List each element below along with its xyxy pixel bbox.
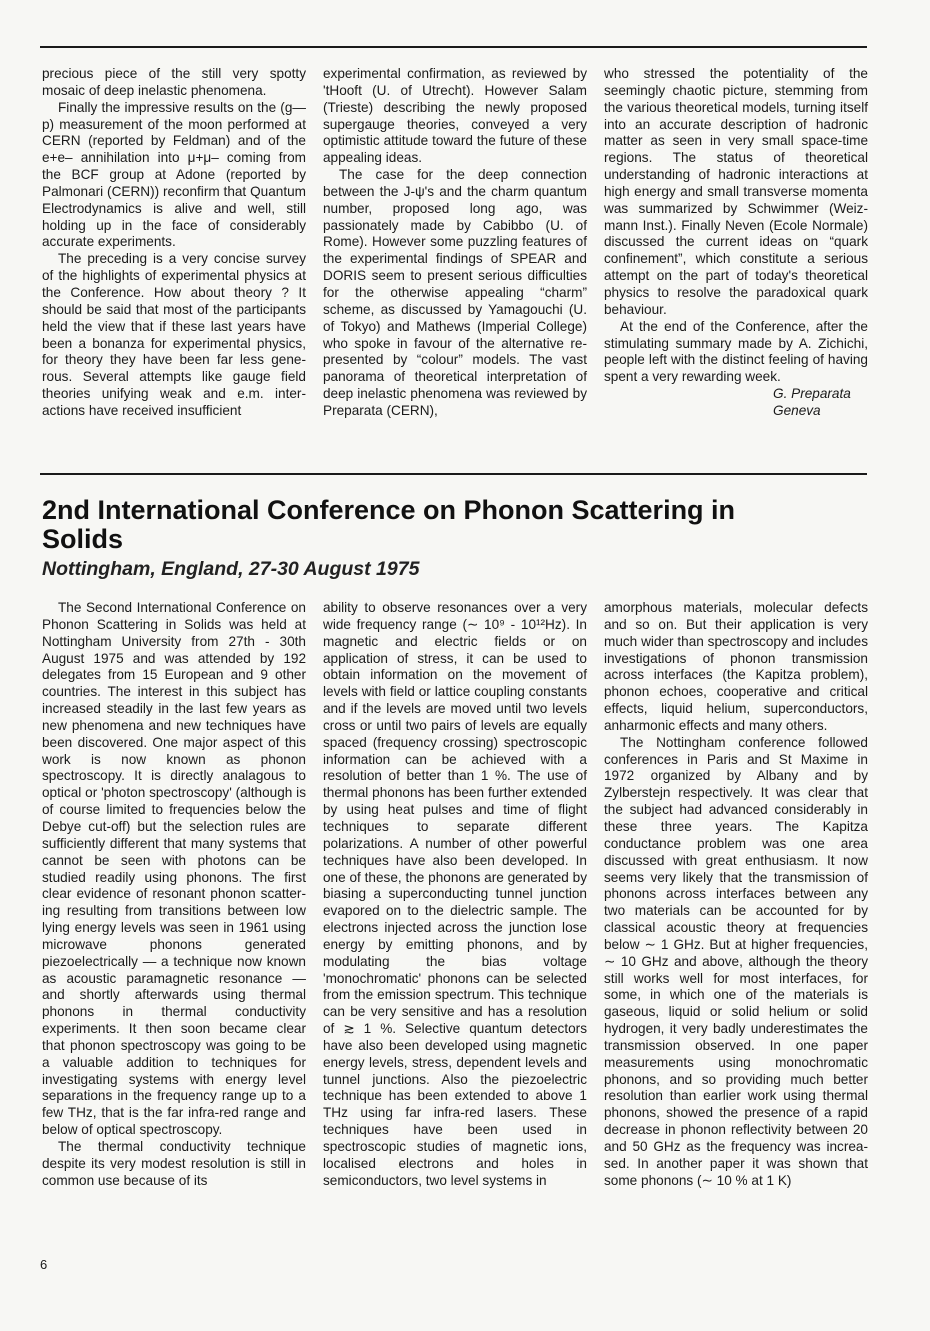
page-number: 6 bbox=[40, 1257, 48, 1272]
paragraph: ability to observe resonances over a very wide frequency range (∼ 10⁹ - 10¹²Hz). In magnetic and electric fields or on application of stress, it can be used to obtain information on the movement of levels with field or lattice coupling constants and if the levels are moved until two levels cross or until two pairs of levels are equally spaced (frequency crossing) spectroscopic information can be achieved with a resolution of better than 1 %. The use of thermal phonons has been further extended by using heat pulses and time of flight techniques to separate different polarizations. A number of other powerful techniques have also been developed. In one of these, the phonons are generated by biasing a superconducting tunnel junction evapored on to the dielectric sample. The electrons injected across the junction lose energy by emitting phonons, and by modulating the bias voltage 'monochromatic' phonons can be selected from the emission spectrum. This technique can be very sensitive and has a resolution of ≳ 1 %. Selective quantum detectors have also been developed using magnetic energy levels, stress, dependent levels and tunnel junctions. Also the piezoelectric technique has been extended to above 1 THz using far infra-red lasers. These techniques have been used in spectroscopic studies of magnetic ions, localised electrons and holes in semiconductors, two level systems in bbox=[323, 600, 587, 1188]
paragraph: The preceding is a very concise survey of the highlights of experimental physics at the Conference. How about theory ? It should be said that most of the participants held the view that if these last years have been a bonanza for experimental physics, for theory they have been far less generous. Several attempts like gauge field theories unifying weak and e.m. interactions have received insufficient bbox=[42, 251, 306, 418]
previous-article-column-3 bbox=[604, 66, 868, 420]
author-location: Geneva bbox=[773, 402, 821, 418]
paragraph: amorphous materials, molecular defects and so on. But their application is very much wider than spectroscopy and includes investigations of phonon transmission across interfaces (the Kapitza problem), phonon echoes, cooperative and critical effects, liquid helium, superconductors, anharmonic effects and many others. bbox=[604, 600, 868, 733]
paragraph: Finally the impressive results on the (g—p) measurement of the moon performed at CERN (reported by Feldman) and of the e+e– annihilation into μ+μ– coming from the BCF group at Adone (reported by Palmonari (CERN)) reconfirm that Quantum Electrodynamics is alive and well, still holding up in the face of considerably accurate experiments. bbox=[42, 99, 306, 250]
paragraph: At the end of the Conference, after the stimulating summary made by A. Zichichi, people left with the distinct feeling of having spent a very rewarding week. bbox=[604, 318, 868, 385]
paragraph: experimental confirmation, as reviewed by 'tHooft (U. of Utrecht). However Salam (Trieste) describing the newly proposed supergauge theories, conveyed a very optimistic attitude toward the future of these appealing ideas. bbox=[323, 66, 587, 166]
paragraph: The Second International Conference on Phonon Scattering in Solids was held at Nottingham University from 27th - 30th August 1975 and was attended by 192 delegates from 15 European and 9 other countries. The interest in this subject has increased steadily in the last few years as new phenomena and new techniques have been discovered. One major aspect of this work is now known as phonon spectroscopy. It is directly analagous to optical or 'photon spectroscopy' (although is of course limited to frequencies below the Debye cut-off) but the selection rules are sufficiently different that many systems that cannot be seen with photons can be studied readily using phonons. The first clear evidence of resonant phonon scattering resulting from transitions between low lying energy levels was seen in 1961 using microwave phonons generated piezoelectrically — a technique now known as acoustic paramagnetic resonance — and shortly afterwards using thermal phonons in thermal conductivity experiments. It then soon became clear that phonon spectroscopy was going to be a valuable addition to techniques for investigating systems with energy level separations in the frequency range up to a few THz, that is the far infra-red range and below of optical spectroscopy. bbox=[42, 600, 306, 1138]
article-column-3 bbox=[604, 600, 868, 1190]
paragraph: The thermal conductivity technique despite its very modest resolution is still in common use because of its bbox=[42, 1139, 306, 1188]
paragraph: precious piece of the still very spotty mosaic of deep inelastic phenomena. bbox=[42, 66, 306, 98]
section-rule bbox=[40, 473, 867, 475]
article-subtitle: Nottingham, England, 27-30 August 1975 bbox=[42, 558, 420, 580]
top-rule bbox=[40, 46, 867, 48]
paragraph: who stressed the potentiality of the seemingly chaotic picture, stemming from the various theoretical models, turning itself into an accurate description of hadronic matter as seen in very small space-time regions. The status of theoretical understanding of hadronic interactions at high energy and small transverse momenta was summarized by Schwimmer (Weizmann Inst.). Finally Neven (Ecole Normale) discussed the current ideas on “quark confinement”, which constitute a serious attempt on the part of today's theoretical physics to resolve the paradoxical quark behaviour. bbox=[604, 66, 868, 317]
article-column-1 bbox=[42, 600, 306, 1190]
paragraph: The Nottingham conference followed conferences in Paris and St Maxime in 1972 organized by Albany and by Zylberstejn respectively. It was clear that the subject had advanced considerably in these three years. The Kapitza conductance problem was one area discussed with great enthusiasm. It now seems very likely that the transmission of phonons across interfaces between any two materials can be accounted for by classical acoustic theory at frequencies below ∼ 1 GHz. But at higher frequencies, ∼ 10 GHz and above, although the theory still works well for most interfaces, for some, in which one of the materials is gaseous, liquid or solid helium or solid hydrogen, it very badly underestimates the transmission observed. In one paper measurements using monochromatic phonons, and so providing much better resolution than earlier work using thermal phonons, showed the presence of a rapid decrease in phonon reflectivity between 20 and 50 GHz as the frequency was increased. In another paper it was shown that some phonons (∼ 10 % at 1 K) bbox=[604, 734, 868, 1188]
signature bbox=[604, 386, 868, 420]
paragraph: The case for the deep connection between the J-ψ's and the charm quantum number, proposed long ago, was passionately made by Cabibbo (U. of Rome). However some puzzling features of the experimental findings of SPEAR and DORIS seem to present serious difficulties for the otherwise appealing “charm” scheme, as discussed by Yamagouchi (U. of Tokyo) and Mathews (Imperial College) who spoke in favour of the alternative represented by “colour” models. The vast panorama of theoretical interpretation of deep inelastic phenomena was reviewed by Preparata (CERN), bbox=[323, 167, 587, 418]
author-name: G. Preparata bbox=[773, 386, 851, 402]
article-headline: 2nd International Conference on Phonon Scattering in Solids bbox=[42, 495, 736, 554]
previous-article-column-1 bbox=[42, 66, 306, 420]
article-column-2 bbox=[323, 600, 587, 1190]
previous-article-column-2 bbox=[323, 66, 587, 420]
